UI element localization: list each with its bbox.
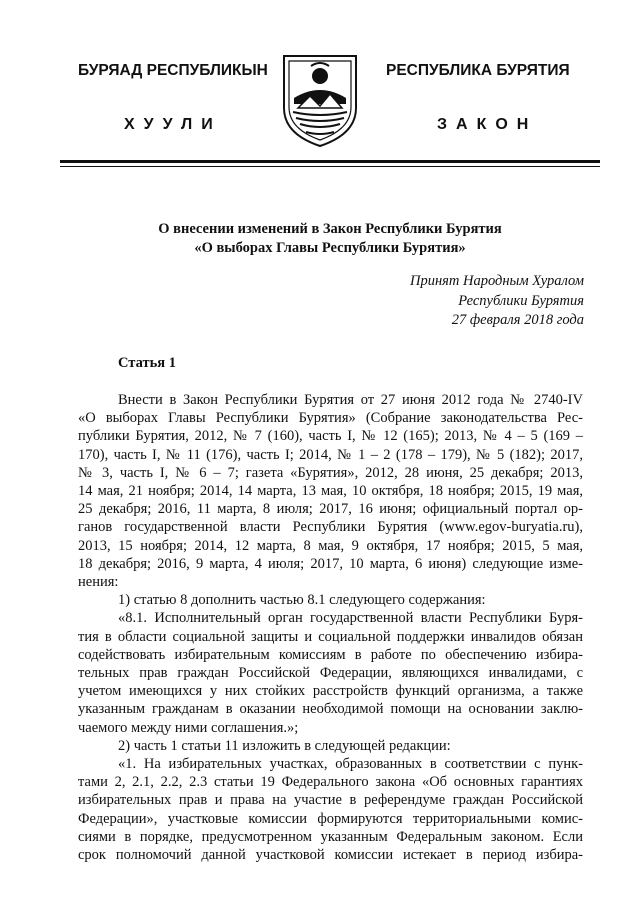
header-left-title: БУРЯАД РЕСПУБЛИКЫН — [78, 62, 268, 79]
header-left-doc-type: ХУУЛИ — [124, 116, 222, 133]
header-right-doc-type: ЗАКОН — [437, 116, 538, 133]
body-line: содействовать избирательным комиссиям в работе по обеспечению избира- — [78, 646, 583, 663]
body-line: ганов государственной власти Республики Бурятия (www.egov-buryatia.ru), — [78, 519, 583, 536]
body-line: 2013, 15 ноября; 2014, 12 марта, 8 мая, 9 октября, 17 ноября; 2015, 5 мая, — [78, 537, 583, 554]
adoption-line: 27 февраля 2018 года — [451, 312, 584, 328]
body-line: тами 2, 2.1, 2.2, 2.3 статьи 19 Федерального закона «Об основных гарантиях — [78, 774, 583, 791]
body-line: «8.1. Исполнительный орган государственной власти Республики Буря- — [118, 610, 583, 627]
law-title-line: О внесении изменений в Закон Республики Бурятия — [158, 221, 502, 237]
body-line: чаемого между ними соглашения.»; — [78, 719, 299, 736]
adoption-line: Республики Бурятия — [458, 292, 584, 309]
body-line: сиями в порядке, предусмотренном указанным Федеральным законом. Если — [78, 828, 583, 845]
body-line: Федерации», участковые комиссии формируются территориальными комис- — [78, 810, 583, 827]
law-title-line: «О выборах Главы Республики Бурятия» — [194, 240, 466, 256]
body-line: 170), часть I, № 11 (176), часть I; 2014, № 1 – 2 (178 – 179), № 5 (182); 2017, — [78, 446, 583, 463]
body-line: 25 декабря; 2016, 11 марта, 8 июля; 2017, 16 июня; официальный портал ор- — [78, 501, 583, 518]
republic-coat-of-arms-icon — [278, 52, 362, 148]
body-line: 18 декабря; 2016, 9 марта, 4 июля; 2017, 10 марта, 6 июня) следующие изме- — [78, 555, 583, 572]
adoption-line: Принят Народным Хуралом — [409, 273, 584, 289]
body-line: № 3, часть I, № 6 – 7; газета «Бурятия», 2012, 28 июня, 25 декабря; 2013, — [78, 464, 583, 481]
article-heading: Статья 1 — [118, 355, 176, 371]
body-line: тельных прав граждан Российской Федерации, являющихся инвалидами, с — [78, 665, 583, 682]
body-line: срок полномочий данной участковой комиссии истекает в период избира- — [78, 847, 583, 864]
body-line: «О выборах Главы Республики Бурятия» (Собрание законодательства Рес- — [78, 410, 583, 427]
body-line: 1) статью 8 дополнить частью 8.1 следующего содержания: — [118, 592, 486, 609]
body-line: 14 мая, 21 ноября; 2014, 14 марта, 13 мая, 10 октября, 18 ноября; 2015, 19 мая, — [78, 483, 583, 500]
header-divider-thin — [60, 166, 600, 167]
body-line: публики Бурятия, 2012, № 7 (160), часть I, № 12 (165); 2013, № 4 – 5 (169 – — [78, 428, 583, 445]
header-right-title: РЕСПУБЛИКА БУРЯТИЯ — [386, 62, 570, 79]
body-line: избирательных прав и права на участие в референдуме граждан Российской — [78, 792, 583, 809]
body-line: «1. На избирательных участках, образованных в соответствии с пунк- — [118, 756, 583, 773]
adoption-note — [410, 272, 584, 331]
body-line: 2) часть 1 статьи 11 изложить в следующей редакции: — [118, 737, 451, 754]
body-line: указанным гражданам в оказании необходимой помощи на основании заклю- — [78, 701, 583, 718]
article-body — [78, 391, 583, 864]
body-line: учетом имеющихся у них стойких расстройств функций организма, а также — [78, 683, 583, 700]
header-divider-thick — [60, 160, 600, 163]
body-line: Внести в Закон Республики Бурятия от 27 июня 2012 года № 2740-IV — [118, 392, 583, 408]
body-line: тия в области социальной защиты и социальной поддержки инвалидов обязан — [78, 628, 583, 645]
law-title — [60, 220, 600, 258]
body-line: нения: — [78, 574, 119, 591]
